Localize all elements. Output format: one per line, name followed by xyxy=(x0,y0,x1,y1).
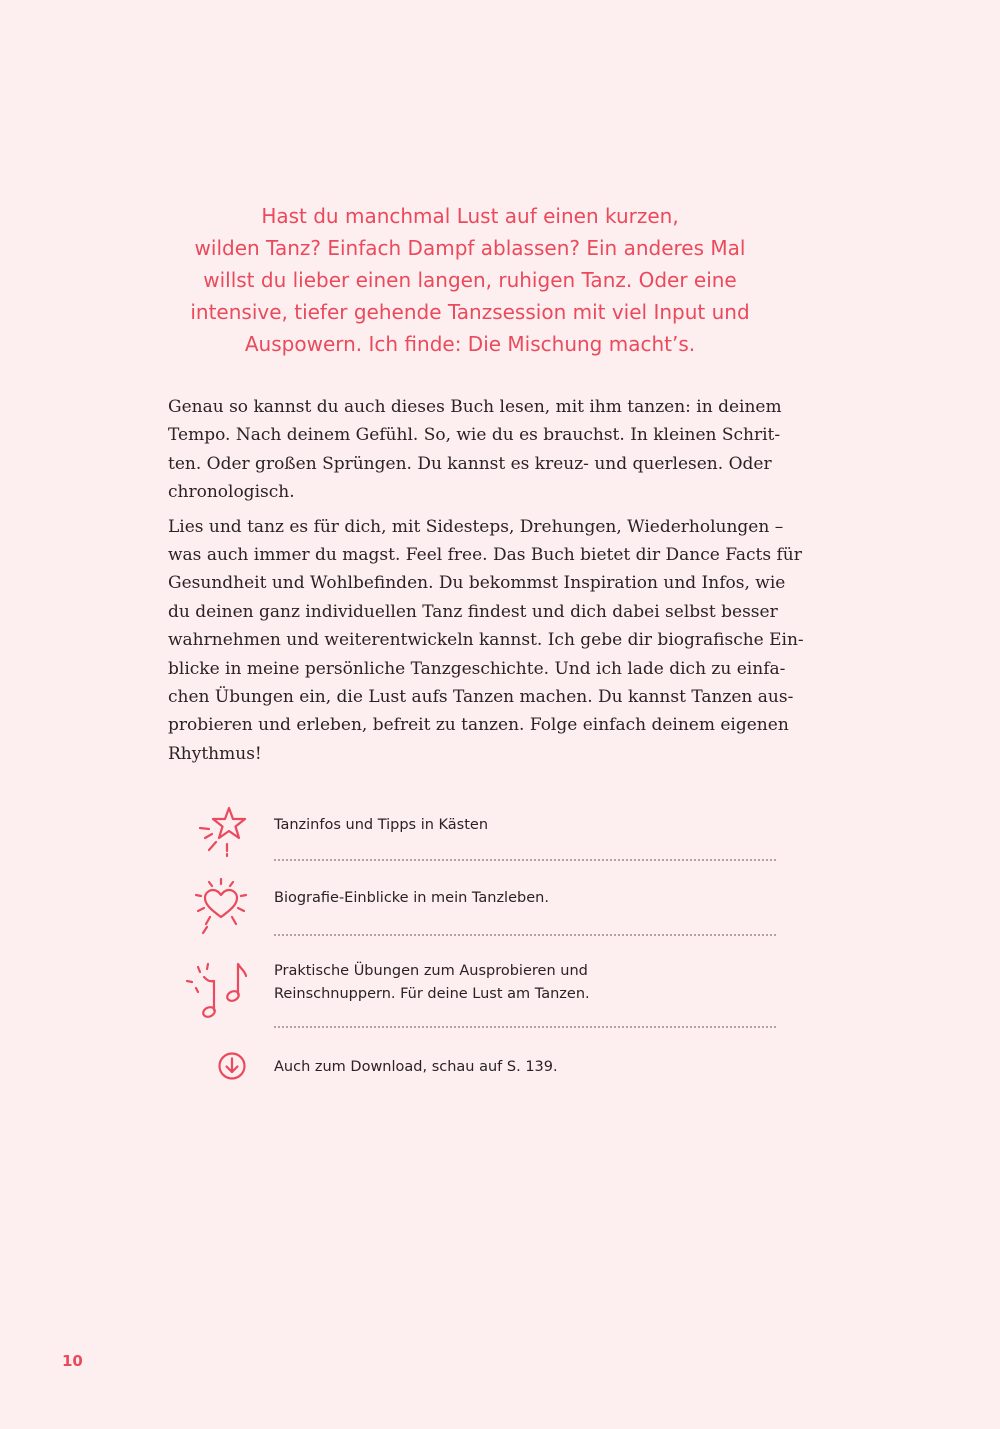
body-text xyxy=(168,393,804,774)
download-icon xyxy=(217,1051,247,1081)
text-line: was auch immer du magst. Feel free. Das Buch bietet dir Dance Facts für xyxy=(168,545,802,566)
legend-label: Auch zum Download, schau auf S. 139. xyxy=(274,1059,558,1075)
intro-line: Auspowern. Ich finde: Die Mischung macht’s. xyxy=(244,332,696,356)
text-line: Rhythmus! xyxy=(168,743,262,764)
heart-icon xyxy=(194,877,250,941)
text-line: Genau so kannst du auch dieses Buch lesen, mit ihm tanzen: in deinem xyxy=(168,397,782,417)
text-line: chronologisch. xyxy=(168,482,295,503)
dotted-divider xyxy=(274,934,776,936)
legend-label: Biografie-Einblicke in mein Tanzleben. xyxy=(274,890,549,906)
legend-item-biography xyxy=(274,887,776,910)
dotted-divider xyxy=(274,859,776,861)
legend-item-download xyxy=(274,1056,776,1079)
intro-line: wilden Tanz? Einfach Dampf ablassen? Ein anderes Mal xyxy=(194,236,746,260)
intro-quote xyxy=(150,200,790,360)
intro-line: intensive, tiefer gehende Tanzsession mit viel Input und xyxy=(190,300,750,324)
text-line: chen Übungen ein, die Lust aufs Tanzen machen. Du kannst Tanzen aus- xyxy=(168,687,794,708)
page-number: 10 xyxy=(62,1352,83,1370)
text-line: blicke in meine persönliche Tanzgeschichte. Und ich lade dich zu einfa- xyxy=(168,658,786,679)
star-icon xyxy=(196,804,252,860)
legend-label: Reinschnuppern. Für deine Lust am Tanzen. xyxy=(274,986,590,1002)
legend-item-exercises xyxy=(274,960,776,1006)
text-line: probieren und erleben, befreit zu tanzen. Folge einfach deinem eigenen xyxy=(168,715,789,736)
intro-line: willst du lieber einen langen, ruhigen Tanz. Oder eine xyxy=(203,268,737,292)
text-line: du deinen ganz individuellen Tanz findest und dich dabei selbst besser xyxy=(168,601,778,622)
music-note-icon xyxy=(184,960,250,1022)
text-line: wahrnehmen und weiterentwickeln kannst. Ich gebe dir biografische Ein- xyxy=(168,630,804,651)
legend-item-tips xyxy=(274,814,776,837)
text-line: Tempo. Nach deinem Gefühl. So, wie du es brauchst. In kleinen Schrit- xyxy=(168,425,781,446)
text-line: Lies und tanz es für dich, mit Sidesteps, Drehungen, Wiederholungen – xyxy=(168,516,784,537)
paragraph-2 xyxy=(168,513,804,769)
legend-label: Praktische Übungen zum Ausprobieren und xyxy=(274,963,588,979)
legend-label: Tanzinfos und Tipps in Kästen xyxy=(274,817,489,833)
intro-line: Hast du manchmal Lust auf einen kurzen, xyxy=(261,204,679,228)
dotted-divider xyxy=(274,1026,776,1028)
text-line: ten. Oder großen Sprüngen. Du kannst es kreuz- und querlesen. Oder xyxy=(168,453,772,474)
paragraph-1 xyxy=(168,393,782,507)
text-line: Gesundheit und Wohlbefinden. Du bekommst Inspiration und Infos, wie xyxy=(168,573,786,594)
